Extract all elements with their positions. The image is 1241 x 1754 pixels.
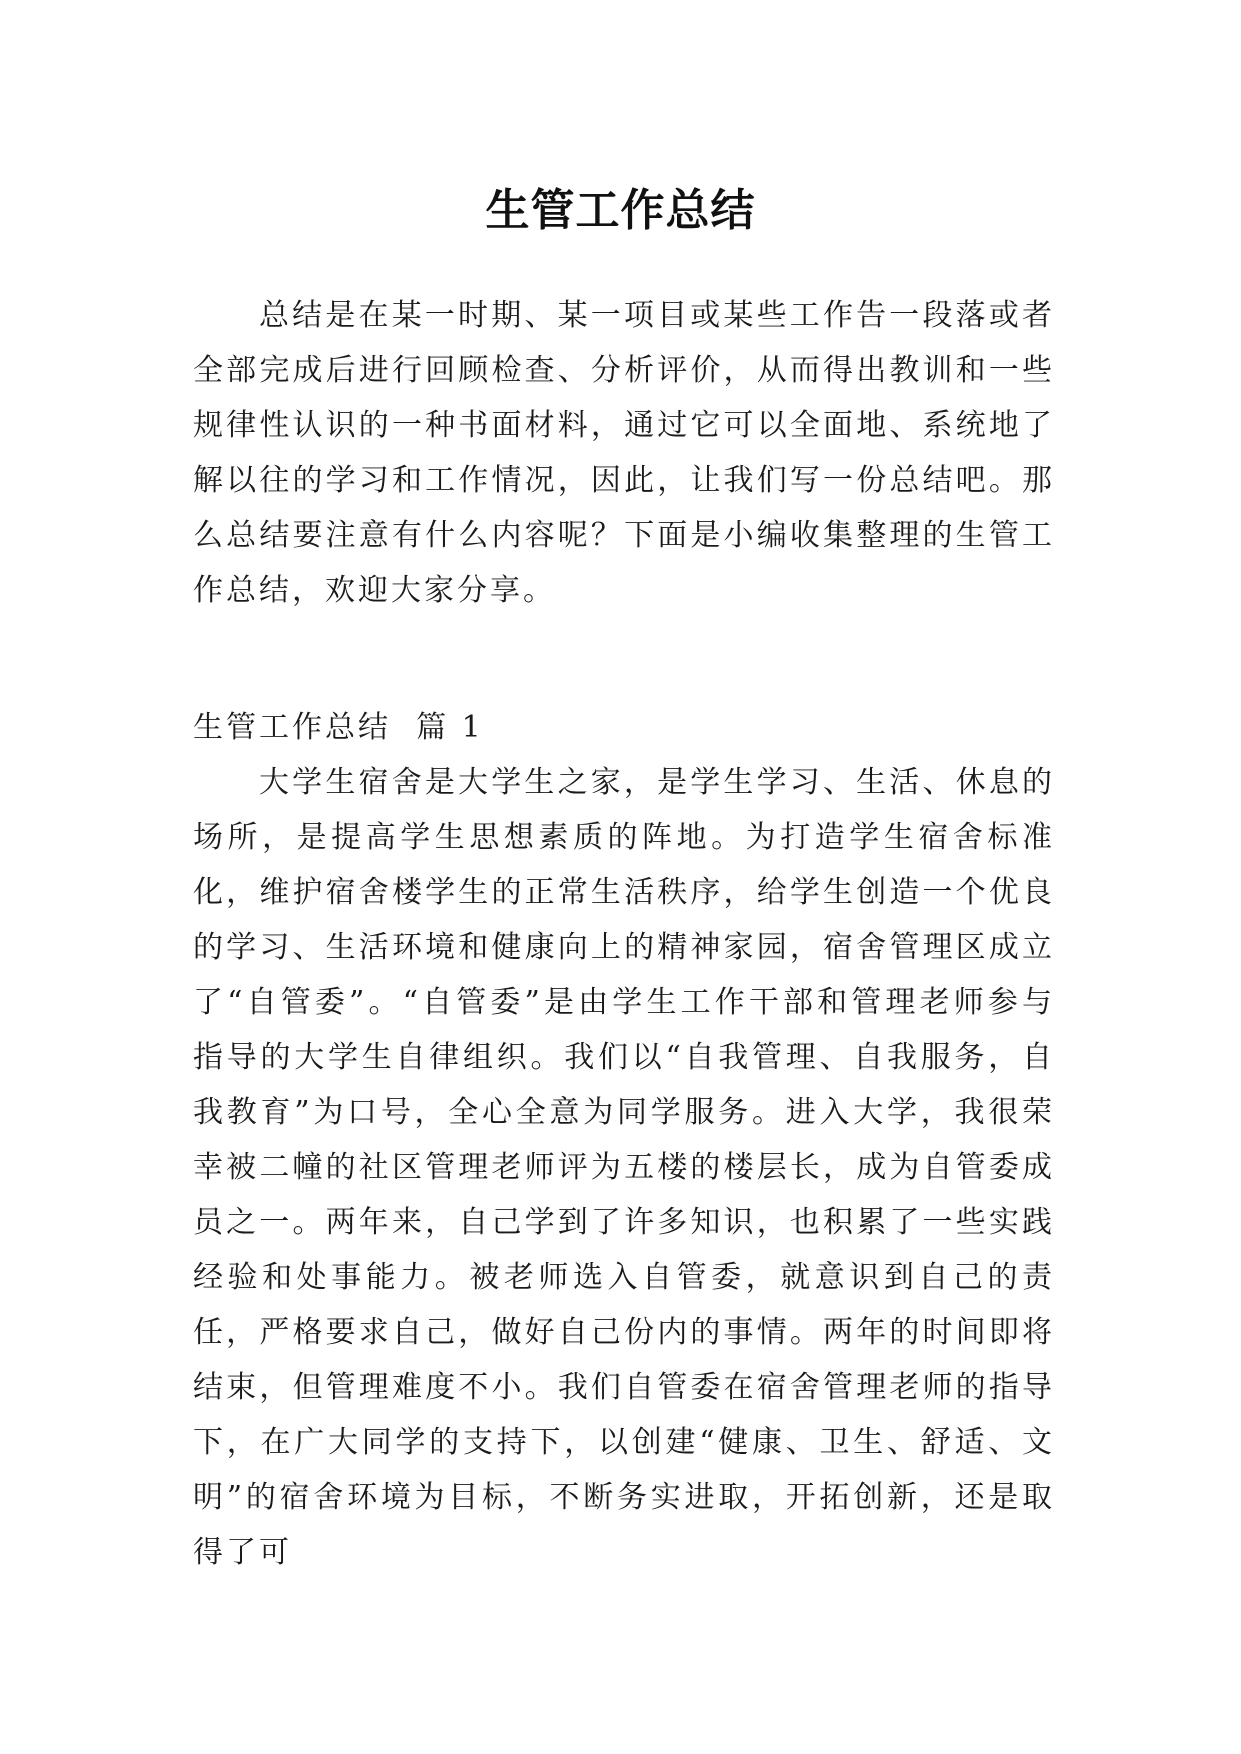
section-block bbox=[193, 700, 1055, 1580]
section-number: 篇 1 bbox=[416, 710, 484, 745]
intro-block bbox=[193, 288, 1055, 618]
section-paragraph: 大学生宿舍是大学生之家，是学生学习、生活、休息的场所，是提高学生思想素质的阵地。为打造学生宿舍标准化，维护宿舍楼学生的正常生活秩序，给学生创造一个优良的学习、生活环境和健康向上的精神家园，宿舍管理区成立了“自管委”。“自管委”是由学生工作干部和管理老师参与指导的大学生自律组织。我们以“自我管理、自我服务，自我教育”为口号，全心全意为同学服务。进入大学，我很荣幸被二幢的社区管理老师评为五楼的楼层长，成为自管委成员之一。两年来，自己学到了许多知识，也积累了一些实践经验和处事能力。被老师选入自管委，就意识到自己的责任，严格要求自己，做好自己份内的事情。两年的时间即将结束，但管理难度不小。我们自管委在宿舍管理老师的指导下，在广大同学的支持下，以创建“健康、卫生、舒适、文明”的宿舍环境为目标，不断务实进取，开拓创新，还是取得了可 bbox=[193, 765, 1055, 1570]
section-title: 生管工作总结 bbox=[193, 710, 391, 745]
intro-paragraph: 总结是在某一时期、某一项目或某些工作告一段落或者全部完成后进行回顾检查、分析评价，从而得出教训和一些规律性认识的一种书面材料，通过它可以全面地、系统地了解以往的学习和工作情况，因此，让我们写一份总结吧。那么总结要注意有什么内容呢？下面是小编收集整理的生管工作总结，欢迎大家分享。 bbox=[193, 298, 1055, 608]
document-title: 生管工作总结 bbox=[485, 185, 756, 237]
section-gap bbox=[391, 710, 416, 745]
section-heading bbox=[193, 700, 1055, 755]
